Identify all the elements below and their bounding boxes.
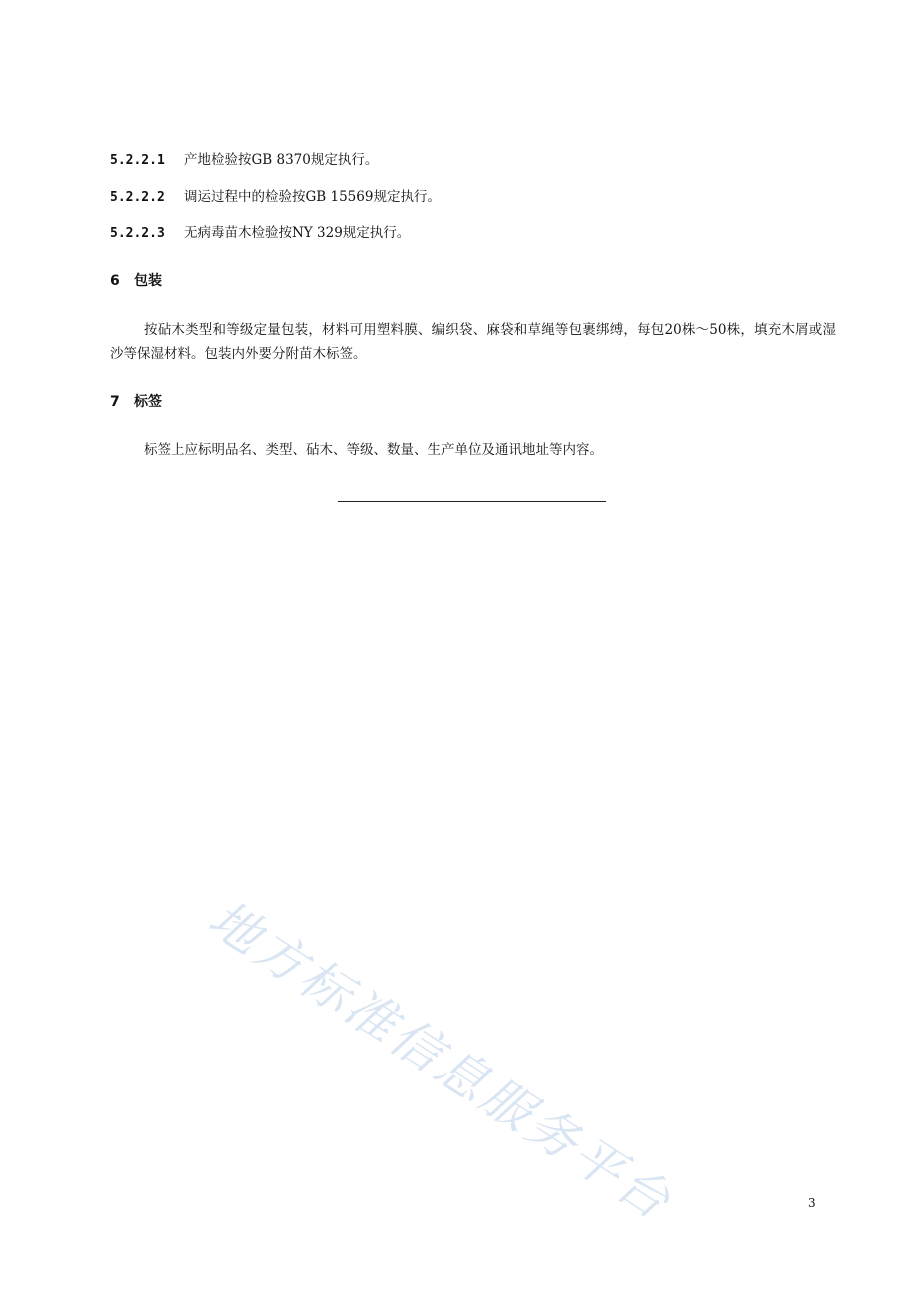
clause-number: 5.2.2.2 <box>110 190 165 205</box>
section-number: 6 <box>110 273 120 289</box>
clause-number: 5.2.2.3 <box>110 226 165 241</box>
section-body-packaging: 按砧木类型和等级定量包装，材料可用塑料膜、编织袋、麻袋和草绳等包裹绑缚，每包20株～50株，填充木屑或湿沙等保湿材料。包装内外要分附苗木标签。 <box>110 322 836 362</box>
section-body-label: 标签上应标明品名、类型、砧木、等级、数量、生产单位及通讯地址等内容。 <box>144 442 603 458</box>
clause-number: 5.2.2.1 <box>110 153 165 168</box>
clause-text: 调运过程中的检验按GB 15569规定执行。 <box>184 189 441 205</box>
clause-5-2-2-2 <box>110 187 441 208</box>
clause-text: 产地检验按GB 8370规定执行。 <box>184 152 379 168</box>
end-of-document-rule <box>338 501 606 502</box>
section-heading-label <box>110 392 162 412</box>
clause-text: 无病毒苗木检验按NY 329规定执行。 <box>184 225 411 241</box>
clause-5-2-2-3 <box>110 223 410 244</box>
clause-5-2-2-1 <box>110 150 378 171</box>
page-number: 3 <box>808 1196 816 1210</box>
section-title: 包装 <box>134 273 162 289</box>
watermark: 地方标准信息服务平台 <box>198 889 683 1232</box>
section-title: 标签 <box>134 394 162 410</box>
section-number: 7 <box>110 394 120 410</box>
section-heading-packaging <box>110 271 162 291</box>
